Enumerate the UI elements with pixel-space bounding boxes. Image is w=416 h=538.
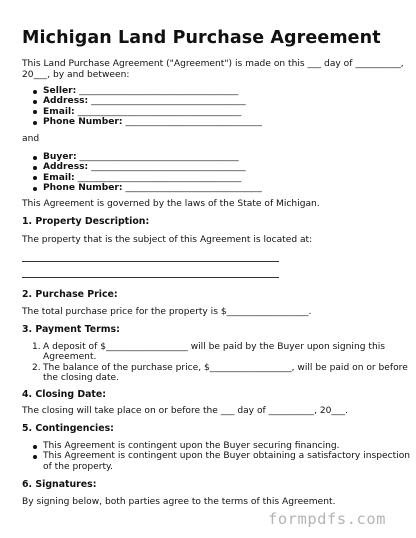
buyer-address-field[interactable]: Address: __________________________________: [22, 162, 262, 172]
seller-address-field[interactable]: Address: __________________________________: [22, 96, 262, 106]
seller-fields: [22, 86, 262, 128]
closing-text: The closing will take place on or before the ___ day of __________, 20___.: [22, 406, 348, 416]
seller-name-field[interactable]: Seller: ___________________________________: [22, 86, 262, 96]
contingency-item: This Agreement is contingent upon the Buyer securing financing.: [22, 441, 416, 451]
payment-heading: 3. Payment Terms:: [22, 324, 120, 335]
payment-term-item: 2. The balance of the purchase price, $__________________, will be paid on or before the closing date.: [32, 362, 408, 384]
signatures-text: By signing below, both parties agree to the terms of this Agreement.: [22, 497, 336, 507]
page-title: Michigan Land Purchase Agreement: [22, 28, 381, 48]
contingency-item: This Agreement is contingent upon the Buyer obtaining a satisfactory inspection of the property.: [22, 451, 416, 472]
buyer-email-field[interactable]: Email: ____________________________________: [22, 173, 262, 183]
buyer-fields: [22, 152, 262, 194]
seller-email-field[interactable]: Email: ____________________________________: [22, 107, 262, 117]
property-address-line-2[interactable]: [22, 277, 279, 278]
intro-line-1: This Land Purchase Agreement ("Agreement") is made on this ___ day of __________,: [22, 59, 404, 69]
buyer-name-field[interactable]: Buyer: ___________________________________: [22, 152, 262, 162]
watermark: formpdfs.com: [268, 510, 386, 528]
buyer-phone-field[interactable]: Phone Number: ______________________________: [22, 183, 262, 193]
price-text: The total purchase price for the property is $__________________.: [22, 307, 312, 317]
property-heading: 1. Property Description:: [22, 216, 150, 227]
property-address-line-1[interactable]: [22, 261, 279, 262]
payment-term-item: 1. A deposit of $__________________ will be paid by the Buyer upon signing this Agreement.: [32, 342, 385, 363]
contingencies-list: [22, 441, 416, 472]
payment-terms-list: [22, 342, 416, 384]
and-text: and: [22, 134, 40, 144]
contingencies-heading: 5. Contingencies:: [22, 423, 114, 434]
signatures-heading: 6. Signatures:: [22, 479, 97, 490]
closing-heading: 4. Closing Date:: [22, 389, 107, 400]
governing-law-text: This Agreement is governed by the laws of the State of Michigan.: [22, 199, 320, 209]
property-text: The property that is the subject of this Agreement is located at:: [22, 235, 313, 245]
price-heading: 2. Purchase Price:: [22, 289, 118, 300]
intro-line-2: 20___, by and between:: [22, 70, 130, 80]
seller-phone-field[interactable]: Phone Number: ______________________________: [22, 117, 262, 127]
